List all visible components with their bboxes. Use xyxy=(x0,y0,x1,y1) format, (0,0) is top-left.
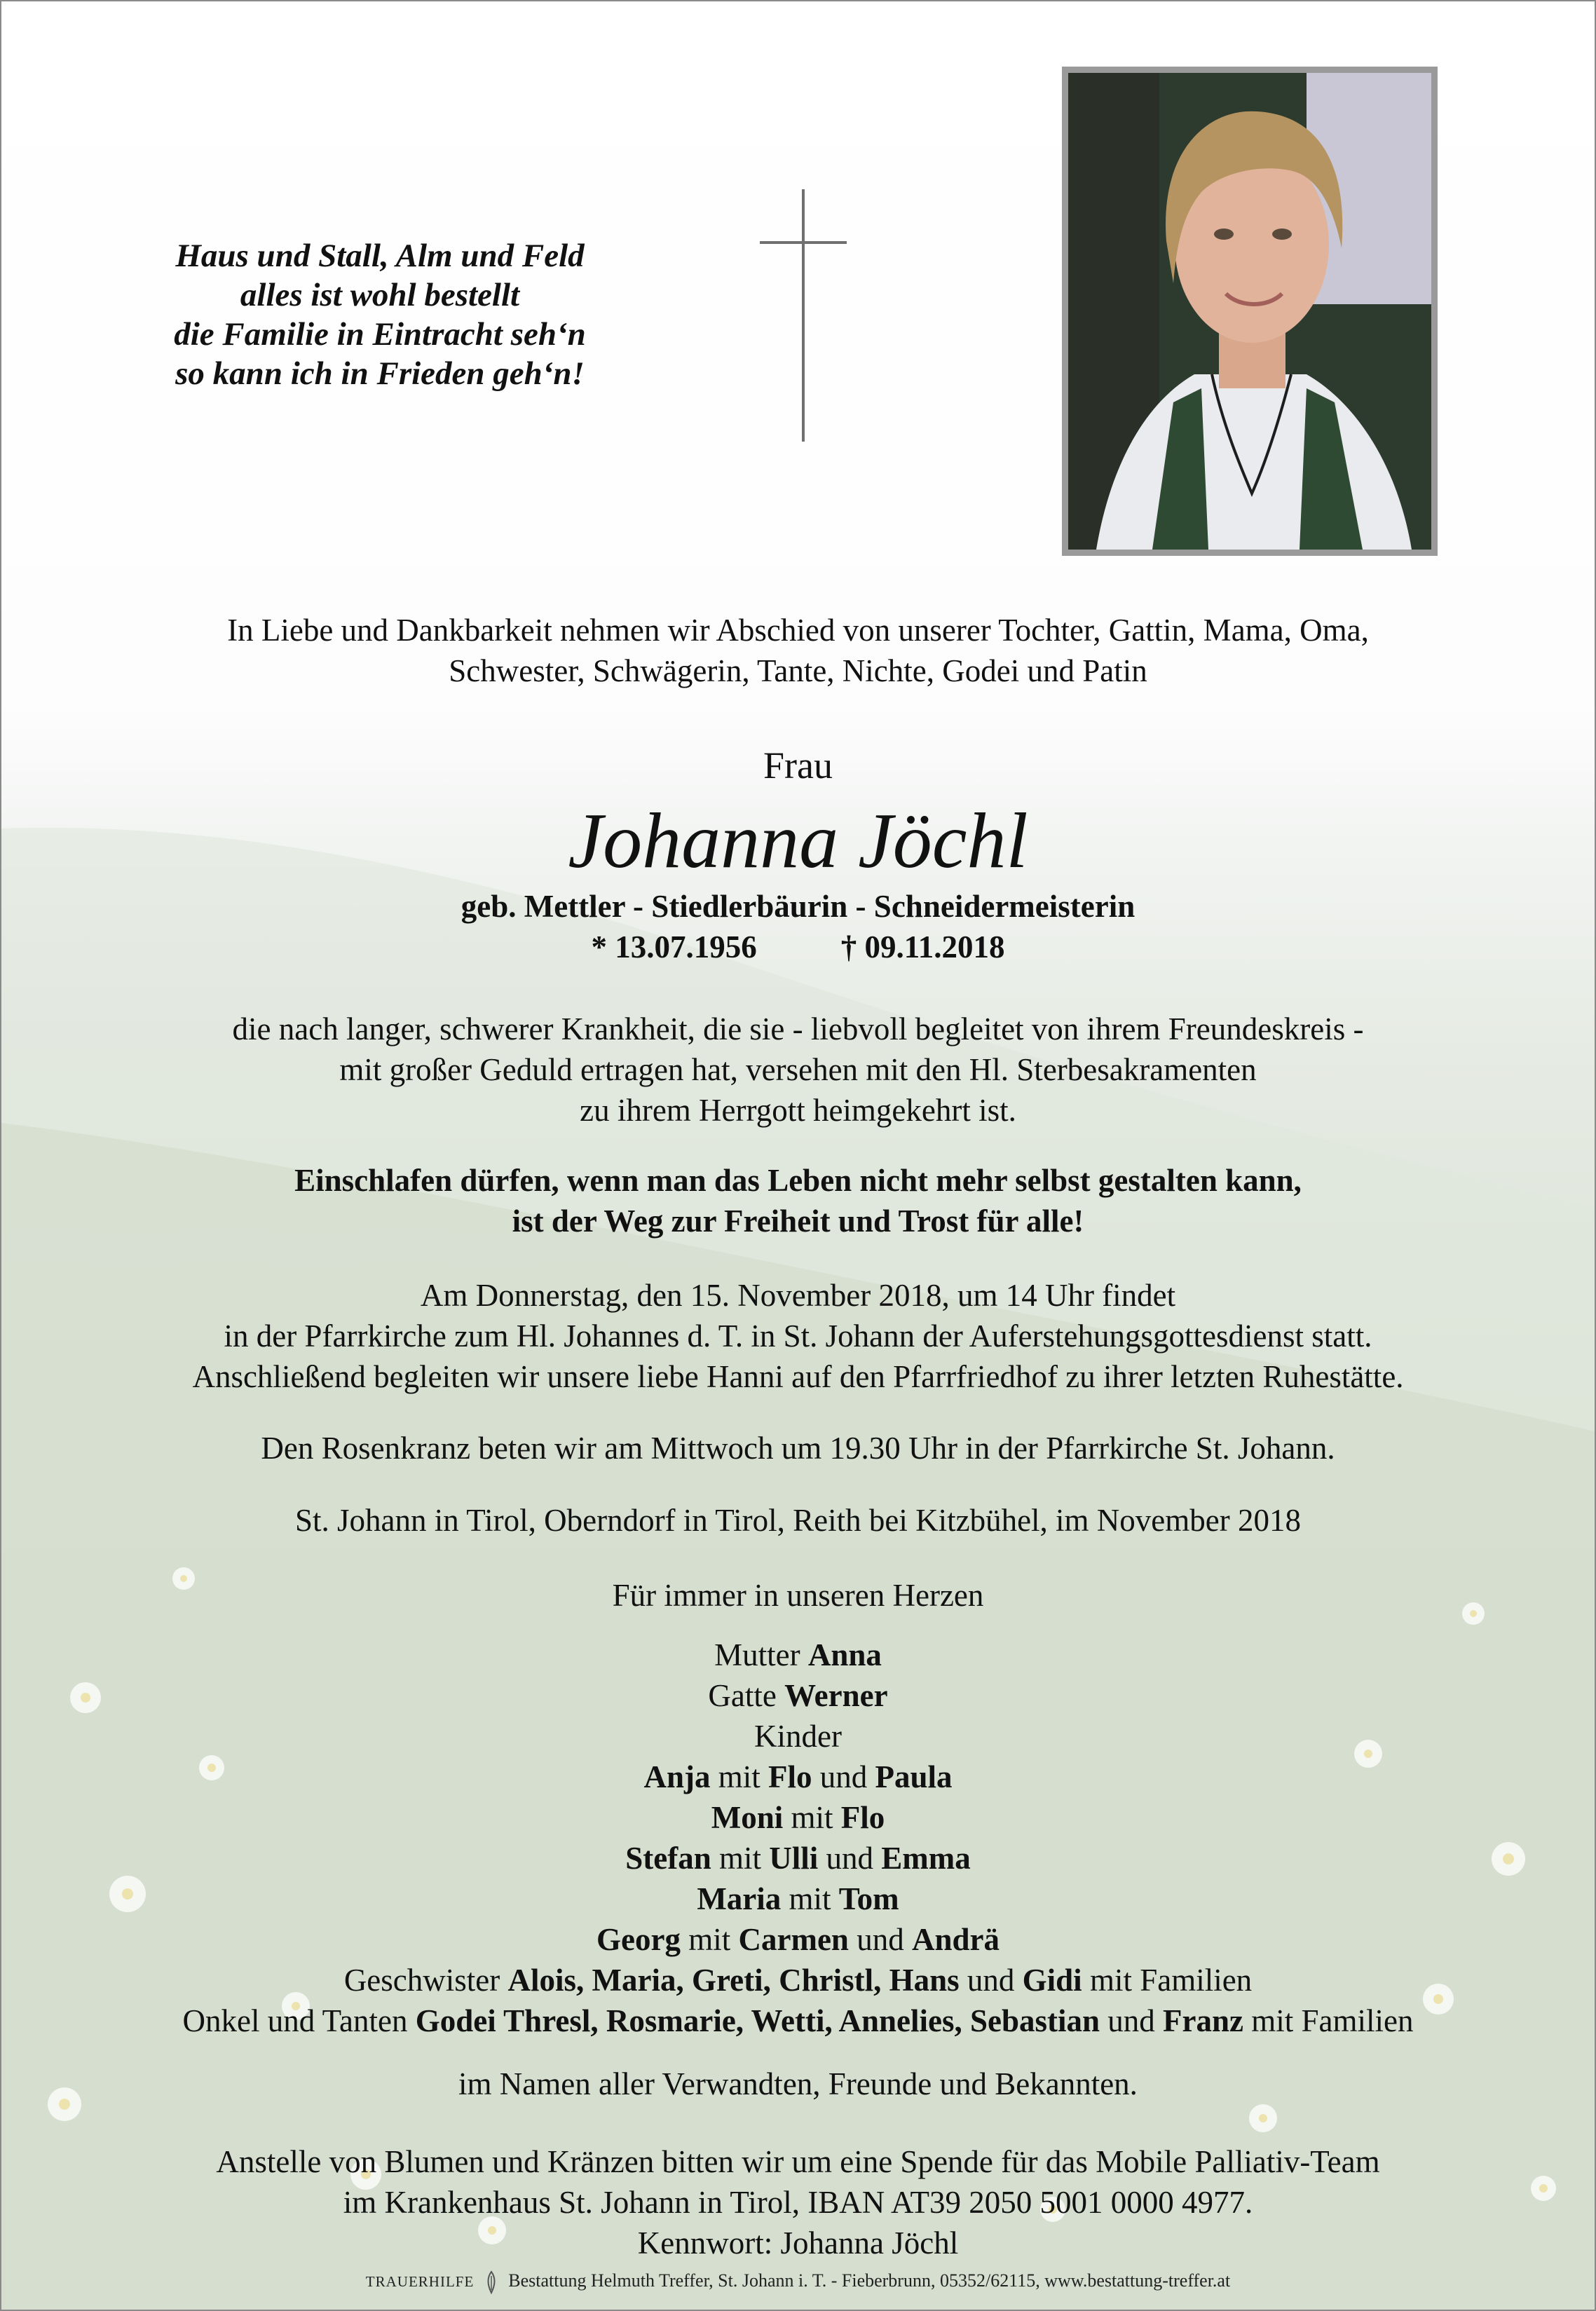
donation-line: Kennwort: Johanna Jöchl xyxy=(637,2225,959,2261)
motto-line: Einschlafen dürfen, wenn man das Leben nicht mehr selbst gestalten kann, xyxy=(294,1163,1302,1198)
cross-icon xyxy=(760,189,847,442)
family-children-label: Kinder xyxy=(754,1719,842,1754)
funeral-logo-icon xyxy=(483,2270,500,2294)
funeral-service-info xyxy=(1,1275,1595,1397)
passing-line: zu ihrem Herrgott heimgekehrt ist. xyxy=(580,1093,1016,1128)
intro-line: In Liebe und Dankbarkeit nehmen wir Abschied von unserer Tochter, Gattin, Mama, Oma, xyxy=(227,613,1369,648)
portrait-frame xyxy=(1062,67,1438,556)
family-child: Stefan mit Ulli und Emma xyxy=(625,1841,971,1876)
poem xyxy=(93,236,667,393)
family-mother: Mutter Anna xyxy=(714,1637,882,1672)
donation-request xyxy=(1,2141,1595,2263)
salutation: Frau xyxy=(763,744,833,786)
poem-line: Haus und Stall, Alm und Feld xyxy=(175,238,585,274)
poem-line: so kann ich in Frieden geh‘n! xyxy=(175,355,585,392)
donation-line: Anstelle von Blumen und Kränzen bitten wir um eine Spende für das Mobile Palliativ-Team xyxy=(216,2144,1380,2179)
family-child: Moni mit Flo xyxy=(711,1800,885,1835)
family-child: Anja mit Flo und Paula xyxy=(643,1759,953,1794)
life-dates xyxy=(1,927,1595,967)
intro-line: Schwester, Schwägerin, Tante, Nichte, Godei und Patin xyxy=(449,653,1147,688)
passing-text xyxy=(1,1009,1595,1131)
intro-text xyxy=(1,610,1595,691)
family-child: Georg mit Carmen und Andrä xyxy=(596,1922,1000,1957)
footer-brand: TRAUERHILFE xyxy=(365,2273,475,2290)
poem-line: alles ist wohl bestellt xyxy=(240,277,520,313)
poem-line: die Familie in Eintracht seh‘n xyxy=(174,316,586,353)
family-child: Maria mit Tom xyxy=(697,1881,899,1916)
service-line: Am Donnerstag, den 15. November 2018, um 14 Uhr findet xyxy=(420,1278,1176,1313)
service-line: Anschließend begleiten wir unsere liebe Hanni auf den Pfarrfriedhof zu ihrer letzten Ruhestätte. xyxy=(192,1359,1404,1394)
footer xyxy=(1,2269,1595,2294)
footer-text: Bestattung Helmuth Treffer, St. Johann i. T. - Fieberbrunn, 05352/62115, www.bestattung-treffer.at xyxy=(508,2270,1231,2291)
passing-line: die nach langer, schwerer Krankheit, die sie - liebvoll begleitet von ihrem Freundeskreis - xyxy=(232,1011,1364,1047)
rosary-info: Den Rosenkranz beten wir am Mittwoch um 19.30 Uhr in der Pfarrkirche St. Johann. xyxy=(261,1431,1335,1466)
donation-line: im Krankenhaus St. Johann in Tirol, IBAN AT39 2050 5001 0000 4977. xyxy=(343,2185,1253,2220)
in-our-hearts: Für immer in unseren Herzen xyxy=(612,1578,984,1613)
portrait-photo xyxy=(1068,73,1431,550)
family-list xyxy=(1,1635,1595,2041)
death-date: † 09.11.2018 xyxy=(840,929,1005,964)
deceased-name: Johanna Jöchl xyxy=(568,798,1028,885)
motto-line: ist der Weg zur Freiheit und Trost für alle! xyxy=(512,1204,1084,1239)
birth-name-professions: geb. Mettler - Stiedlerbäurin - Schneidermeisterin xyxy=(461,889,1135,924)
family-relatives: Onkel und Tanten Godei Thresl, Rosmarie, Wetti, Annelies, Sebastian und Franz mit Familien xyxy=(182,2003,1414,2038)
family-husband: Gatte Werner xyxy=(708,1678,888,1713)
motto xyxy=(1,1160,1595,1241)
birth-date: * 13.07.1956 xyxy=(591,929,757,964)
family-siblings: Geschwister Alois, Maria, Greti, Christl, Hans und Gidi mit Familien xyxy=(343,1963,1253,1998)
passing-line: mit großer Geduld ertragen hat, versehen mit den Hl. Sterbesakramenten xyxy=(339,1052,1257,1087)
place-date: St. Johann in Tirol, Oberndorf in Tirol, Reith bei Kitzbühel, im November 2018 xyxy=(295,1503,1301,1538)
service-line: in der Pfarrkirche zum Hl. Johannes d. T. in St. Johann der Auferstehungsgottesdienst statt. xyxy=(224,1318,1372,1354)
on-behalf-of: im Namen aller Verwandten, Freunde und Bekannten. xyxy=(458,2066,1138,2101)
